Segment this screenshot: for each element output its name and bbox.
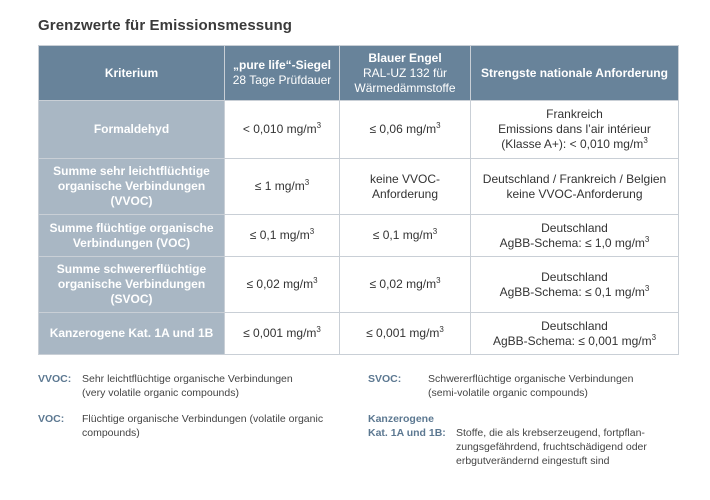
superscript: 3 xyxy=(439,325,444,334)
cell-pure-life xyxy=(225,257,340,313)
cell-engel xyxy=(340,215,471,257)
national-line xyxy=(477,236,672,251)
table-row xyxy=(39,257,679,313)
row-kriterium xyxy=(39,313,225,355)
national-line: Emissions dans l’air intérieur xyxy=(498,122,651,136)
header-engel-line3: Wärmedämmstoffe xyxy=(354,80,456,95)
superscript: 3 xyxy=(304,178,310,187)
header-pure-life-subtitle: 28 Tage Prüfdauer xyxy=(232,73,332,87)
cell-pure-life xyxy=(225,101,340,159)
cell-national xyxy=(471,159,679,215)
kriterium-line: (VVOC) xyxy=(110,194,153,208)
cell-pure-life xyxy=(225,215,340,257)
legend-line: (very volatile organic compounds) xyxy=(82,387,239,399)
national-line xyxy=(477,137,672,152)
cell-national xyxy=(471,101,679,159)
legend-voc-text xyxy=(82,412,323,440)
value-text: AgBB-Schema: ≤ 1,0 mg/m xyxy=(499,235,645,250)
row-kriterium xyxy=(39,159,225,215)
legend-line: Schwererflüchtige organische Verbindungen xyxy=(428,373,634,385)
superscript: 3 xyxy=(316,121,322,130)
legend-kanz-text xyxy=(456,426,647,468)
cell-national xyxy=(471,313,679,355)
legend-vvoc-text xyxy=(82,372,293,400)
cell-engel xyxy=(340,313,471,355)
cell-engel xyxy=(340,159,471,215)
kriterium-line: Formaldehyd xyxy=(93,122,170,136)
superscript: 3 xyxy=(643,136,648,145)
header-kriterium: Kriterium xyxy=(39,46,225,101)
engel-line: keine VVOC- xyxy=(369,171,441,186)
national-line: Deutschland xyxy=(541,318,608,333)
value-text: (Klasse A+): < 0,010 mg/m xyxy=(501,137,644,151)
national-line xyxy=(477,334,672,349)
table-row xyxy=(39,159,679,215)
kriterium-line: Kanzerogene Kat. 1A und 1B xyxy=(49,326,214,340)
row-kriterium xyxy=(39,101,225,159)
table-header-row xyxy=(39,46,679,101)
legend xyxy=(38,372,678,492)
legend-abbr-line: Kat. 1A und 1B: xyxy=(368,427,446,439)
superscript: 3 xyxy=(432,227,438,236)
header-pure-life xyxy=(225,46,340,101)
kriterium-line: Summe schwererflüchtige xyxy=(56,262,207,276)
value-text: ≤ 0,02 mg/m xyxy=(369,277,437,291)
superscript: 3 xyxy=(436,121,441,130)
header-national: Strengste nationale Anforderung xyxy=(471,46,679,101)
national-line: Deutschland xyxy=(541,220,608,235)
header-blauer-engel xyxy=(340,46,471,101)
value-text: < 0,010 mg/m xyxy=(242,122,317,136)
legend-line: compounds) xyxy=(82,427,140,439)
header-pure-life-title: „pure life“-Siegel xyxy=(232,58,332,72)
legend-line: erbgutverändernd eingestuft sind xyxy=(456,455,610,467)
value-text: ≤ 1 mg/m xyxy=(254,179,305,193)
legend-line: Stoffe, die als krebserzeugend, fortpflan- xyxy=(456,427,645,439)
legend-voc-abbr: VOC: xyxy=(38,413,65,425)
emission-limits-table xyxy=(38,45,679,355)
superscript: 3 xyxy=(644,234,650,244)
kriterium-line: (SVOC) xyxy=(110,292,153,306)
page-title: Grenzwerte für Emissionsmessung xyxy=(38,17,293,34)
superscript: 3 xyxy=(651,332,657,342)
row-kriterium xyxy=(39,257,225,313)
cell-engel xyxy=(340,257,471,313)
value-text: ≤ 0,06 mg/m xyxy=(369,122,437,136)
legend-line: (semi-volatile organic compounds) xyxy=(428,387,588,399)
superscript: 3 xyxy=(436,276,441,285)
kriterium-line: Summe sehr leichtflüchtige xyxy=(53,164,210,178)
value-text: ≤ 0,001 mg/m xyxy=(366,326,440,340)
kriterium-line: organische Verbindungen xyxy=(57,277,206,291)
superscript: 3 xyxy=(316,325,321,334)
national-line xyxy=(477,285,672,300)
superscript: 3 xyxy=(644,283,650,293)
superscript: 3 xyxy=(313,276,318,285)
cell-pure-life xyxy=(225,159,340,215)
value-text: ≤ 0,001 mg/m xyxy=(243,326,317,340)
legend-vvoc-abbr: VVOC: xyxy=(38,373,72,385)
superscript: 3 xyxy=(309,227,315,236)
kriterium-line: organische Verbindungen xyxy=(57,179,206,193)
legend-line: Flüchtige organische Verbindungen (volatile organic xyxy=(82,413,324,425)
value-text: ≤ 0,1 mg/m xyxy=(249,228,310,242)
header-engel-line2: RAL-UZ 132 für xyxy=(362,65,448,80)
value-text: AgBB-Schema: ≤ 0,1 mg/m xyxy=(499,284,645,299)
engel-line: Anforderung xyxy=(371,186,439,201)
national-line: Deutschland xyxy=(541,269,608,284)
table-row xyxy=(39,101,679,159)
value-text: ≤ 0,1 mg/m xyxy=(372,228,433,242)
cell-national xyxy=(471,215,679,257)
legend-line: Sehr leichtflüchtige organische Verbindungen xyxy=(82,373,293,385)
cell-engel xyxy=(340,101,471,159)
kriterium-line: Summe flüchtige organische xyxy=(49,220,214,235)
header-engel-title: Blauer Engel xyxy=(368,50,442,65)
value-text: ≤ 0,02 mg/m xyxy=(246,277,314,291)
table-row xyxy=(39,313,679,355)
row-kriterium xyxy=(39,215,225,257)
cell-pure-life xyxy=(225,313,340,355)
legend-kanz-abbr xyxy=(368,412,446,440)
value-text: AgBB-Schema: ≤ 0,001 mg/m xyxy=(492,333,652,348)
national-line: keine VVOC-Anforderung xyxy=(506,186,643,201)
table-row xyxy=(39,215,679,257)
legend-svoc-text xyxy=(428,372,633,400)
legend-line: zungsgefährdend, fruchtschädigend oder xyxy=(456,441,647,453)
legend-abbr-line: Kanzerogene xyxy=(368,413,434,425)
kriterium-line: Verbindungen (VOC) xyxy=(72,235,191,250)
national-line: Deutschland / Frankreich / Belgien xyxy=(482,171,667,186)
cell-national xyxy=(471,257,679,313)
national-line: Frankreich xyxy=(546,107,603,121)
legend-svoc-abbr: SVOC: xyxy=(368,373,402,385)
